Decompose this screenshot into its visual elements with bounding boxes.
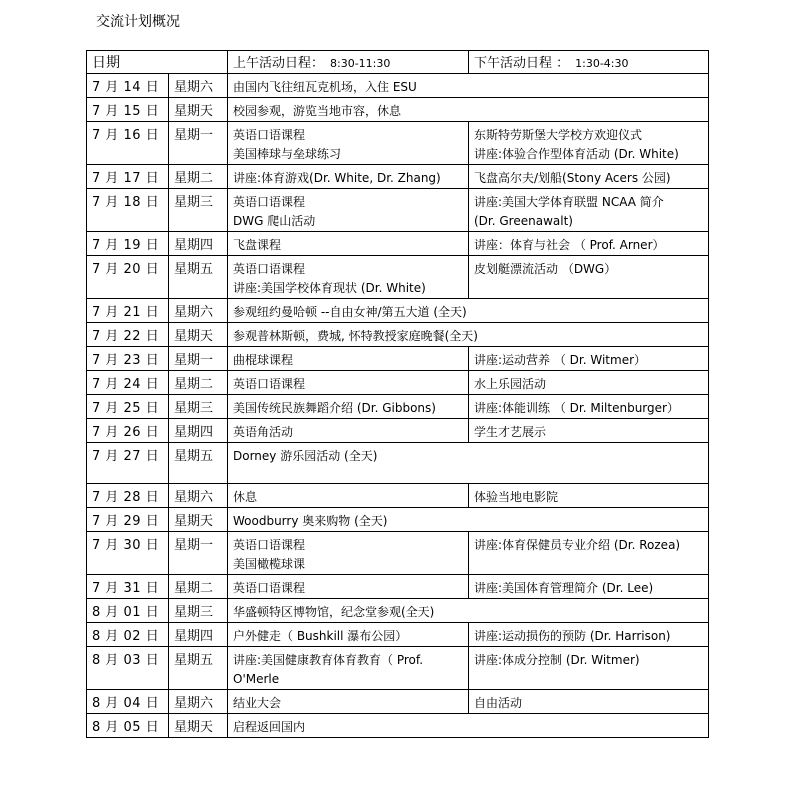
table-row [87,508,709,532]
table-row [87,299,709,323]
weekday-cell: 星期四 [169,232,228,256]
activity-line: 曲棍球课程 [233,353,294,367]
date-cell: 7 月 17 日 [87,165,169,189]
activity-line: 英语口语课程 [233,581,306,595]
morning-activity-cell [228,532,469,575]
date-cell: 7 月 27 日 [87,443,169,484]
table-row [87,532,709,575]
morning-activity-cell [228,232,469,256]
activity-line: 讲座:运动损伤的预防 (Dr. Harrison) [474,629,671,643]
date-cell: 8 月 03 日 [87,647,169,690]
activity-line: 校园参观，游览当地市容，休息 [233,104,402,118]
activity-line: Woodburry 奥来购物 (全天) [233,514,388,528]
weekday-cell: 星期天 [169,714,228,738]
weekday-cell: 星期三 [169,189,228,232]
table-row [87,323,709,347]
activity-line: 英语口语课程 [233,377,306,391]
activity-line: 华盛顿特区博物馆，纪念堂参观(全天) [233,605,435,619]
afternoon-activity-cell [469,395,709,419]
date-cell: 7 月 24 日 [87,371,169,395]
morning-activity-cell [228,575,469,599]
activity-line: 英语口语课程 [233,195,306,209]
activity-line: 户外健走（ Bushkill 瀑布公园） [233,629,408,643]
date-cell: 7 月 23 日 [87,347,169,371]
table-row [87,122,709,165]
activity-line: 讲座:美国体育管理简介 (Dr. Lee) [474,581,654,595]
activity-line: 讲座:美国健康教育体育教育（ Prof. [233,653,424,667]
fullday-activity-cell [228,508,709,532]
morning-activity-cell [228,256,469,299]
afternoon-activity-cell [469,165,709,189]
fullday-activity-cell [228,714,709,738]
weekday-cell: 星期天 [169,323,228,347]
afternoon-activity-cell [469,690,709,714]
header-afternoon-time: 1:30-4:30 [575,57,629,70]
activity-line: 讲座:美国学校体育现状 (Dr. White) [233,281,426,295]
table-row [87,714,709,738]
afternoon-activity-cell [469,623,709,647]
activity-line: Dorney 游乐园活动 (全天) [233,449,378,463]
date-cell: 7 月 22 日 [87,323,169,347]
activity-line: 飞盘课程 [233,238,282,252]
afternoon-activity-cell [469,532,709,575]
header-morning [228,51,469,74]
header-afternoon [469,51,709,74]
activity-line: 水上乐园活动 [474,377,547,391]
activity-line: 皮划艇漂流活动 （DWG） [474,262,617,276]
date-cell: 7 月 30 日 [87,532,169,575]
date-cell: 7 月 14 日 [87,74,169,98]
weekday-cell: 星期六 [169,299,228,323]
header-morning-label: 上午活动日程： [233,56,325,71]
activity-line: O'Merle [233,672,280,686]
weekday-cell: 星期六 [169,484,228,508]
afternoon-activity-cell [469,647,709,690]
morning-activity-cell [228,371,469,395]
table-row [87,371,709,395]
weekday-cell: 星期六 [169,690,228,714]
weekday-cell: 星期二 [169,165,228,189]
morning-activity-cell [228,347,469,371]
weekday-cell: 星期五 [169,443,228,484]
morning-activity-cell [228,419,469,443]
weekday-cell: 星期天 [169,98,228,122]
activity-line: 英语口语课程 [233,128,306,142]
table-row [87,575,709,599]
fullday-activity-cell [228,299,709,323]
table-row [87,484,709,508]
header-date-label: 日期 [92,55,120,71]
schedule-body [87,51,709,738]
weekday-cell: 星期一 [169,532,228,575]
activity-line: 讲座:体成分控制 (Dr. Witmer) [474,653,640,667]
activity-line: 讲座:体育保健员专业介绍 (Dr. Rozea) [474,538,681,552]
activity-line: DWG 爬山活动 [233,214,316,228]
morning-activity-cell [228,395,469,419]
fullday-activity-cell [228,443,709,484]
table-row [87,599,709,623]
weekday-cell: 星期一 [169,347,228,371]
table-row [87,165,709,189]
table-row [87,189,709,232]
weekday-cell: 星期一 [169,122,228,165]
table-row [87,647,709,690]
table-row [87,98,709,122]
afternoon-activity-cell [469,575,709,599]
document-title: 交流计划概况 [96,14,180,30]
weekday-cell: 星期五 [169,256,228,299]
weekday-cell: 星期六 [169,74,228,98]
weekday-cell: 星期四 [169,623,228,647]
date-cell: 7 月 20 日 [87,256,169,299]
fullday-activity-cell [228,599,709,623]
activity-line: 讲座:体验合作型体育活动 (Dr. White) [474,147,679,161]
afternoon-activity-cell [469,189,709,232]
date-cell: 7 月 26 日 [87,419,169,443]
afternoon-activity-cell [469,347,709,371]
table-row [87,395,709,419]
table-row [87,232,709,256]
date-cell: 8 月 05 日 [87,714,169,738]
morning-activity-cell [228,647,469,690]
morning-activity-cell [228,122,469,165]
activity-line: 飞盘高尔夫/划船(Stony Acers 公园) [474,171,671,185]
table-row [87,443,709,484]
activity-line: 美国传统民族舞蹈介绍 (Dr. Gibbons) [233,401,436,415]
afternoon-activity-cell [469,419,709,443]
activity-line: 美国棒球与垒球练习 [233,147,342,161]
date-cell: 7 月 18 日 [87,189,169,232]
weekday-cell: 星期三 [169,395,228,419]
table-row [87,623,709,647]
morning-activity-cell [228,189,469,232]
header-date [87,51,228,74]
activity-line: 休息 [233,490,258,504]
morning-activity-cell [228,484,469,508]
weekday-cell: 星期四 [169,419,228,443]
weekday-cell: 星期天 [169,508,228,532]
morning-activity-cell [228,623,469,647]
table-row [87,256,709,299]
activity-line: 美国橄榄球课 [233,557,306,571]
activity-line: 英语角活动 [233,425,294,439]
activity-line: 东斯特劳斯堡大学校方欢迎仪式 [474,128,643,142]
afternoon-activity-cell [469,484,709,508]
activity-line: 由国内飞往纽瓦克机场，入住 ESU [233,80,417,94]
header-afternoon-label: 下午活动日程 ： [474,56,570,71]
weekday-cell: 星期二 [169,575,228,599]
activity-line: 讲座:体育游戏(Dr. White, Dr. Zhang) [233,171,441,185]
activity-line: 讲座:运动营养 （ Dr. Witmer） [474,353,647,367]
morning-activity-cell [228,690,469,714]
date-cell: 7 月 25 日 [87,395,169,419]
date-cell: 7 月 16 日 [87,122,169,165]
activity-line: (Dr. Greenawalt) [474,214,573,228]
table-row [87,419,709,443]
weekday-cell: 星期二 [169,371,228,395]
activity-line: 讲座：体育与社会 （ Prof. Arner） [474,238,665,252]
activity-line: 自由活动 [474,696,523,710]
table-header-row [87,51,709,74]
table-row [87,347,709,371]
date-cell: 7 月 29 日 [87,508,169,532]
activity-line: 启程返回国内 [233,720,306,734]
fullday-activity-cell [228,74,709,98]
date-cell: 7 月 15 日 [87,98,169,122]
date-cell: 7 月 19 日 [87,232,169,256]
afternoon-activity-cell [469,256,709,299]
date-cell: 7 月 28 日 [87,484,169,508]
activity-line: 讲座:美国大学体育联盟 NCAA 简介 [474,195,664,209]
fullday-activity-cell [228,323,709,347]
date-cell: 8 月 02 日 [87,623,169,647]
activity-line: 学生才艺展示 [474,425,547,439]
morning-activity-cell [228,165,469,189]
schedule-table [86,50,709,738]
weekday-cell: 星期五 [169,647,228,690]
afternoon-activity-cell [469,232,709,256]
date-cell: 8 月 01 日 [87,599,169,623]
header-morning-time: 8:30-11:30 [330,57,391,70]
afternoon-activity-cell [469,122,709,165]
activity-line: 参观纽约曼哈顿 --自由女神/第五大道 (全天) [233,305,467,319]
table-row [87,74,709,98]
activity-line: 体验当地电影院 [474,490,559,504]
activity-line: 结业大会 [233,696,282,710]
weekday-cell: 星期三 [169,599,228,623]
afternoon-activity-cell [469,371,709,395]
date-cell: 7 月 31 日 [87,575,169,599]
date-cell: 7 月 21 日 [87,299,169,323]
activity-line: 讲座:体能训练 （ Dr. Miltenburger） [474,401,679,415]
date-cell: 8 月 04 日 [87,690,169,714]
table-row [87,690,709,714]
activity-line: 英语口语课程 [233,538,306,552]
activity-line: 参观普林斯顿，费城, 怀特教授家庭晚餐(全天) [233,329,478,343]
activity-line: 英语口语课程 [233,262,306,276]
fullday-activity-cell [228,98,709,122]
